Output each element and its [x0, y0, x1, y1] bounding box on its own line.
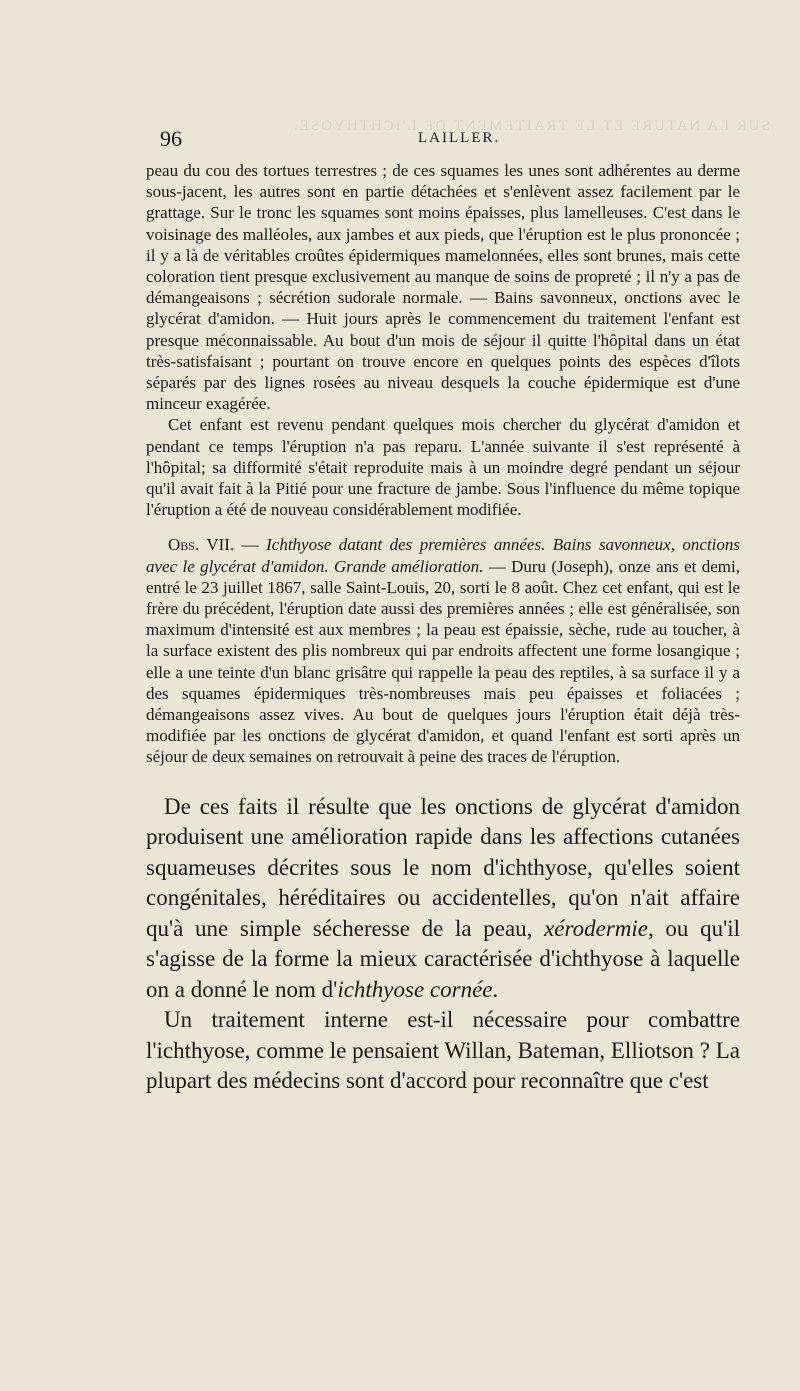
page-header — [160, 126, 738, 154]
conclusion-paragraph-2: Un traitement interne est-il nécessaire pour combattre l'ichthyose, comme le pensaient Willan, Bateman, Elliotson ? La plupart des médecins sont d'accord pour reconnaître que c'est — [146, 1007, 740, 1094]
running-head: LAILLER. — [418, 130, 501, 146]
observation-vii — [146, 534, 740, 767]
observation-body: — Duru (Joseph), onze ans et demi, entré le 23 juillet 1867, salle Saint-Louis, 20, sorti le 8 août. Chez cet enfant, qui est le frère du précédent, l'éruption date aussi des premières années ; elle est généralisée, son maximum d'intensité est aux membres ; la peau est épaissie, sèche, rude au toucher, à la surface existent des plis nombreux qui par endroits affectent une forme losangique ; elle a une teinte d'un blanc grisâtre qui rappelle la peau des reptiles, à sa surface il y a des squames épidermiques très-nombreuses mais peu épaisses et foliacées ; démangeaisons assez vives. Au bout de quelques jours l'éruption était déjà très-modifiée par les onctions de glycérat d'amidon, et quand l'enfant est sorti après un séjour de deux semaines on retrouvait à peine des traces de l'éruption. — [146, 556, 740, 767]
paragraph-continuation: peau du cou des tortues terrestres ; de ces squames les unes sont adhérentes au derme sous-jacent, les autres sont en partie détachées et s'enlèvent assez facilement par le grattage. Sur le tronc les squames sont moins épaisses, plus lamelleuses. C'est dans le voisinage des malléoles, aux jambes et aux pieds, que l'éruption est le plus prononcée ; il y a là de véritables croûtes épidermiques mamelonnées, elles sont brunes, mais cette coloration tient presque exclusivement au manque de soins de propreté ; il n'y a pas de démangeaisons ; sécrétion sudorale normale. — Bains savonneux, onctions avec le glycérat d'amidon. — Huit jours après le commencement du traitement l'enfant est presque méconnaissable. Au bout d'un mois de séjour il quitte l'hôpital dans un état très-satisfaisant ; pourtant on trouve encore en quelques points des espèces d'îlots séparés par des lignes rosées au niveau desquels la couche épidermique est d'une minceur exagérée. — [146, 161, 740, 414]
observation-title: Ichthyose datant des premières années. Bains savonneux, onctions avec le glycérat d'amidon. Grande amélioration. — [146, 535, 741, 576]
term-xerodermie: xérodermie — [544, 915, 648, 941]
case-report — [146, 160, 740, 768]
observation-label: Obs. VII. — [168, 535, 235, 555]
body-text — [146, 160, 740, 1097]
conclusion-text-b: , ou qu'il s'agisse de la forme la mieux caractérisée d'ichthyose à laquelle on a donné le nom d' — [146, 915, 740, 1002]
show-through-text: SUR LA NATURE ET LE TRAITEMENT DE L'ICHTHYOSE. — [291, 118, 770, 134]
conclusion-text-c: . — [492, 976, 499, 1002]
page-number: 96 — [160, 126, 182, 151]
term-ichthyose-cornee: ichthyose cornée — [337, 976, 493, 1002]
observation-dash: — — [234, 535, 267, 555]
conclusion — [146, 792, 740, 1097]
paragraph-followup: Cet enfant est revenu pendant quelques mois chercher du glycérat d'amidon et pendant ce temps l'éruption n'a pas reparu. L'année suivante il s'est représenté à l'hôpital; sa difformité s'était reproduite mais à un moindre degré pendant un séjour qu'il avait fait à la Pitié pour une fracture de jambe. Sous l'influence du même topique l'éruption a été de nouveau considérablement modifiée. — [146, 415, 740, 520]
conclusion-text-a: De ces faits il résulte que les onctions de glycérat d'amidon produisent une amélioration rapide dans les affections cutanées squameuses décrites sous le nom d'ichthyose, qu'elles soient congénitales, héréditaires ou accidentelles, qu'on n'ait affaire qu'à une simple sécheresse de la peau, — [146, 793, 740, 941]
conclusion-paragraph-1 — [146, 792, 740, 1006]
